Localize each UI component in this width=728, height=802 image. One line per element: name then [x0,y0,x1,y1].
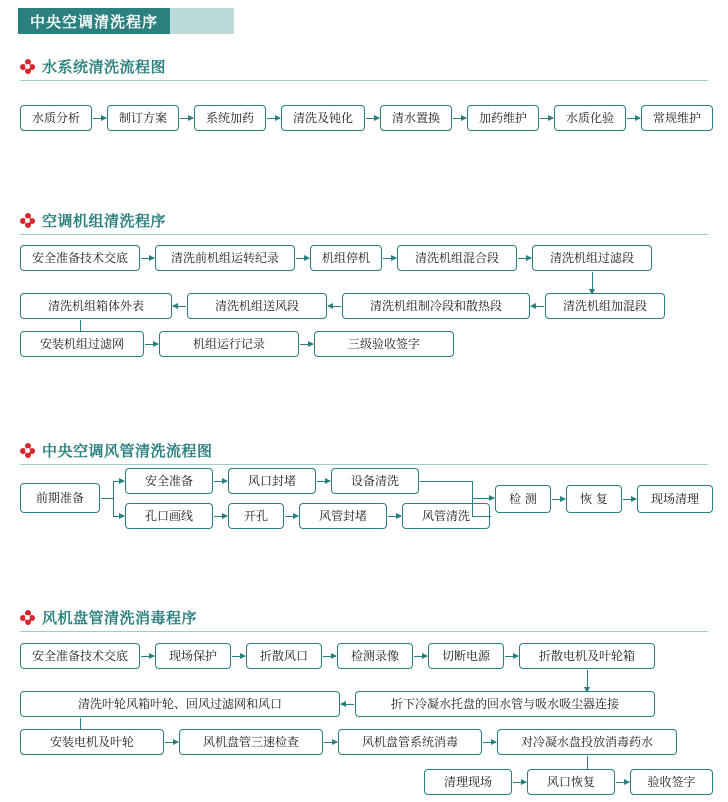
flow-node: 常规维护 [641,105,713,131]
flow-node: 风机盘管系统消毒 [338,729,482,755]
flower-icon [20,610,35,625]
flow-node: 风管清洗 [402,503,490,529]
flower-icon [20,213,35,228]
flow-node: 恢 复 [566,485,622,513]
flow-node: 安全准备技术交底 [20,643,140,669]
flow-node: 制订方案 [107,105,179,131]
arrow-connector [300,344,313,345]
flow-node: 折下冷凝水托盘的回水管与吸水吸尘器连接 [355,691,655,717]
flow-node: 清洗前机组运转纪录 [155,245,295,271]
flow-node: 孔口画线 [125,503,213,529]
flow-node: 清洗机组箱体外表 [20,293,172,319]
page-title: 中央空调清洗程序 [18,8,170,34]
flow-node: 安装机组过滤网 [20,331,144,357]
arrow-connector [414,656,427,657]
section-title-label: 中央空调风管清洗流程图 [42,442,213,460]
merge-line [420,481,472,482]
flow-node: 清洗及钝化 [281,105,365,131]
section-heading-water-system [20,56,166,77]
flow-node: 风口封堵 [228,468,316,494]
flow-node: 清洗叶轮风箱叶轮、回风过滤网和风口 [20,691,340,717]
arrow-connector [145,344,158,345]
arrow-connector [587,670,588,692]
flow-node: 清水置换 [380,105,452,131]
arrow-connector [472,498,494,499]
flow-node: 风管封堵 [299,503,387,529]
flow-node: 验收签字 [630,769,713,795]
flow-node: 现场清理 [637,485,713,513]
arrow-connector [592,272,593,294]
flow-node: 折散风口 [246,643,322,669]
flow-node: 系统加药 [194,105,266,131]
flow-node: 设备清洗 [331,468,419,494]
flow-node: 清洗机组混合段 [397,245,517,271]
arrow-connector [341,704,354,705]
arrow-connector [165,742,178,743]
arrow-connector [317,481,330,482]
arrow-connector [483,742,496,743]
flow-node: 水质化验 [554,105,626,131]
section-divider [20,464,708,465]
arrow-connector [531,306,544,307]
arrow-connector [518,258,531,259]
arrow-connector [505,656,518,657]
flow-node: 前期准备 [20,483,100,513]
flow-node: 三级验收签字 [314,331,454,357]
flow-node: 清洗机组制冷段和散热段 [342,293,530,319]
flow-node: 检测录像 [337,643,413,669]
branch-line [101,498,113,499]
arrow-connector [540,118,553,119]
branch-line [113,481,114,517]
flow-node: 检 测 [495,485,551,513]
flow-node: 清理现场 [424,769,512,795]
arrow-connector [141,258,154,259]
flow-node: 机组运行记录 [159,331,299,357]
flow-node: 清洗机组过滤段 [532,245,652,271]
arrow-connector [366,118,379,119]
flow-node: 机组停机 [310,245,382,271]
arrow-connector [627,118,640,119]
arrow-connector [328,306,341,307]
section-divider [20,80,708,81]
flow-node: 加药维护 [467,105,539,131]
flower-icon [20,59,35,74]
arrow-connector [324,742,337,743]
flower-icon [20,443,35,458]
arrow-connector [453,118,466,119]
arrow-connector [113,481,124,482]
arrow-connector [552,499,565,500]
page-banner [18,8,234,34]
arrow-connector [388,516,401,517]
arrow-connector [323,656,336,657]
merge-line [472,481,473,517]
flow-node: 开孔 [228,503,284,529]
flow-node: 清洗机组加混段 [545,293,665,319]
section-heading-duct-cleaning [20,440,213,461]
arrow-connector [513,782,526,783]
banner-tail-decoration [170,8,234,34]
merge-line [472,516,491,517]
arrow-connector [232,656,245,657]
arrow-connector [214,516,227,517]
arrow-connector [623,499,636,500]
flow-node: 安全准备 [125,468,213,494]
section-title-label: 水系统清洗流程图 [42,58,167,76]
flow-node: 折散电机及叶轮箱 [519,643,655,669]
flow-node: 水质分析 [20,105,92,131]
flow-node: 风机盘管三速检查 [179,729,323,755]
flow-node: 安装电机及叶轮 [20,729,164,755]
flow-node: 清洗机组送风段 [187,293,327,319]
section-title-label: 风机盘管清洗消毒程序 [42,609,198,627]
arrow-connector [383,258,396,259]
arrow-connector [285,516,298,517]
arrow-connector [180,118,193,119]
section-divider [20,234,708,235]
arrow-connector [173,306,186,307]
arrow-connector [296,258,309,259]
arrow-connector [616,782,629,783]
arrow-connector [214,481,227,482]
section-heading-ahu-cleaning [20,210,166,231]
arrow-connector [267,118,280,119]
flow-node: 安全准备技术交底 [20,245,140,271]
section-title-label: 空调机组清洗程序 [42,212,167,230]
arrow-connector [113,516,124,517]
section-divider [20,631,708,632]
flow-node: 风口恢复 [527,769,615,795]
arrow-connector [141,656,154,657]
flow-node: 对冷凝水盘投放消毒药水 [497,729,677,755]
section-heading-fcu-disinfection [20,607,197,628]
flow-node: 切断电源 [428,643,504,669]
arrow-connector [93,118,106,119]
flow-node: 现场保护 [155,643,231,669]
